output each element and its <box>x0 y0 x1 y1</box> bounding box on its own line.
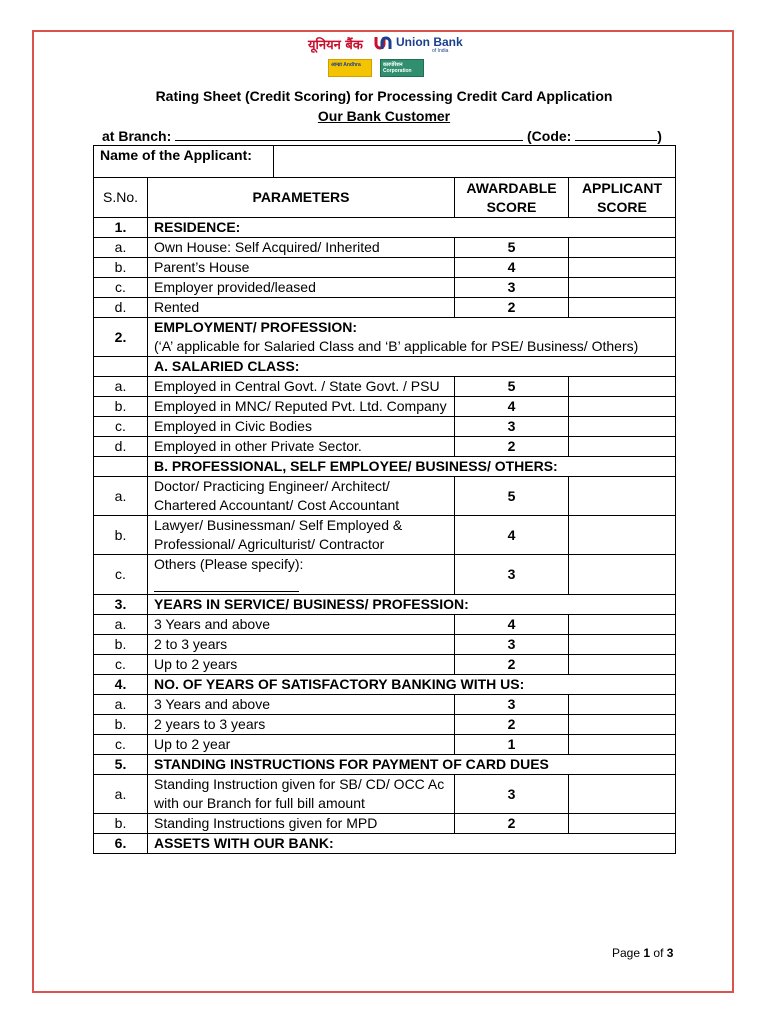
row-parameter <box>148 397 455 417</box>
row-sno: a. <box>94 477 148 516</box>
row-parameter <box>148 615 455 635</box>
table-row <box>94 516 676 555</box>
applicant-score-field[interactable] <box>569 397 676 417</box>
awardable-score: 2 <box>455 655 569 675</box>
row-parameter <box>148 258 455 278</box>
code-blank[interactable] <box>575 128 657 141</box>
applicant-score-field[interactable] <box>569 615 676 635</box>
row-parameter-text: Employer provided/leased <box>154 279 316 295</box>
row-sno: a. <box>94 238 148 258</box>
row-sno: 6. <box>94 834 148 854</box>
row-parameter <box>148 775 455 814</box>
row-parameter-text: Own House: Self Acquired/ Inherited <box>154 239 380 255</box>
row-parameter-heading: EMPLOYMENT/ PROFESSION: <box>154 319 358 335</box>
applicant-score-field[interactable] <box>569 477 676 516</box>
row-parameter-text: Parent’s House <box>154 259 250 275</box>
awardable-score: 4 <box>455 397 569 417</box>
row-parameter <box>148 695 455 715</box>
awardable-score: 2 <box>455 715 569 735</box>
row-sno: c. <box>94 555 148 595</box>
footer-page-number: 1 <box>643 946 651 960</box>
row-parameter-note: (‘A’ applicable for Salaried Class and ‘B’ applicable for PSE/ Business/ Others) <box>154 338 639 354</box>
row-sno: c. <box>94 735 148 755</box>
logo-of-india: of India <box>432 48 449 54</box>
awardable-score: 3 <box>455 417 569 437</box>
branch-label: at Branch: <box>102 128 172 144</box>
awardable-score: 2 <box>455 437 569 457</box>
row-parameter: NO. OF YEARS OF SATISFACTORY BANKING WITH US: <box>148 675 676 695</box>
row-sno: 1. <box>94 218 148 238</box>
row-parameter-text: Standing Instructions given for MPD <box>154 815 378 831</box>
applicant-score-field[interactable] <box>569 278 676 298</box>
section-row <box>94 834 676 854</box>
applicant-score-field[interactable] <box>569 238 676 258</box>
applicant-score-field[interactable] <box>569 417 676 437</box>
table-row <box>94 258 676 278</box>
row-sno: a. <box>94 695 148 715</box>
applicant-score-field[interactable] <box>569 775 676 814</box>
row-sno <box>94 457 148 477</box>
row-sno: c. <box>94 655 148 675</box>
row-parameter <box>148 278 455 298</box>
row-sno: a. <box>94 615 148 635</box>
applicant-score-field[interactable] <box>569 437 676 457</box>
row-parameter <box>148 516 455 555</box>
row-sno: 3. <box>94 595 148 615</box>
section-row <box>94 218 676 238</box>
bank-logo <box>300 32 466 80</box>
row-parameter: RESIDENCE: <box>148 218 676 238</box>
table-row <box>94 477 676 516</box>
page-subtitle: Our Bank Customer <box>317 108 451 124</box>
row-parameter <box>148 735 455 755</box>
table-row <box>94 238 676 258</box>
awardable-score: 3 <box>455 695 569 715</box>
section-row <box>94 595 676 615</box>
applicant-name-field[interactable] <box>274 146 675 177</box>
row-sno <box>94 357 148 377</box>
table-row <box>94 555 676 595</box>
row-sno: a. <box>94 775 148 814</box>
row-parameter <box>148 655 455 675</box>
row-parameter-text: 3 Years and above <box>154 616 270 632</box>
applicant-score-field[interactable] <box>569 695 676 715</box>
table-row <box>94 695 676 715</box>
row-parameter: B. PROFESSIONAL, SELF EMPLOYEE/ BUSINESS/ OTHERS: <box>148 457 676 477</box>
row-sno: d. <box>94 437 148 457</box>
header-parameters: PARAMETERS <box>148 178 455 218</box>
row-parameter-text: 2 years to 3 years <box>154 716 266 732</box>
row-parameter <box>148 635 455 655</box>
row-sno: 4. <box>94 675 148 695</box>
awardable-score: 2 <box>455 814 569 834</box>
table-row <box>94 397 676 417</box>
row-parameter-text: Employed in MNC/ Reputed Pvt. Ltd. Company <box>154 398 447 414</box>
awardable-score: 3 <box>455 555 569 595</box>
row-sno: b. <box>94 715 148 735</box>
awardable-score: 5 <box>455 377 569 397</box>
awardable-score: 5 <box>455 477 569 516</box>
row-parameter: YEARS IN SERVICE/ BUSINESS/ PROFESSION: <box>148 595 676 615</box>
row-sno: 2. <box>94 318 148 357</box>
footer-page-label: Page <box>612 946 641 960</box>
awardable-score: 3 <box>455 775 569 814</box>
table-row <box>94 298 676 318</box>
row-parameter <box>148 298 455 318</box>
section-row <box>94 318 676 357</box>
row-parameter-text: Others (Please specify): <box>154 556 304 572</box>
row-parameter: ASSETS WITH OUR BANK: <box>148 834 676 854</box>
table-row <box>94 814 676 834</box>
union-bank-logo-icon <box>374 35 392 51</box>
branch-line <box>102 128 662 144</box>
row-sno: b. <box>94 814 148 834</box>
applicant-score-field[interactable] <box>569 555 676 595</box>
footer-page-total: 3 <box>666 946 674 960</box>
row-parameter-text: 3 Years and above <box>154 696 270 712</box>
row-sno: b. <box>94 397 148 417</box>
table-row <box>94 377 676 397</box>
page-footer <box>612 946 673 960</box>
header-sno: S.No. <box>94 178 148 218</box>
row-parameter-text: Standing Instruction given for SB/ CD/ OCC Ac with our Branch for full bill amount <box>154 776 445 811</box>
row-sno: b. <box>94 635 148 655</box>
table-row <box>94 775 676 814</box>
code-close: ) <box>657 128 662 144</box>
section-row <box>94 457 676 477</box>
table-row <box>94 635 676 655</box>
branch-blank[interactable] <box>175 128 523 141</box>
row-parameter <box>148 715 455 735</box>
row-parameter-text: 2 to 3 years <box>154 636 228 652</box>
row-sno: 5. <box>94 755 148 775</box>
awardable-score: 4 <box>455 516 569 555</box>
row-parameter: STANDING INSTRUCTIONS FOR PAYMENT OF CARD DUES <box>148 755 676 775</box>
applicant-score-field[interactable] <box>569 735 676 755</box>
footer-of: of <box>653 946 664 960</box>
andhra-badge: आन्ध्रा Andhra <box>328 59 372 77</box>
corporation-badge: कारपोरेशन Corporation <box>380 59 424 77</box>
row-sno: d. <box>94 298 148 318</box>
applicant-score-field[interactable] <box>569 635 676 655</box>
row-parameter <box>148 477 455 516</box>
awardable-score: 2 <box>455 298 569 318</box>
awardable-score: 5 <box>455 238 569 258</box>
applicant-score-field[interactable] <box>569 377 676 397</box>
awardable-score: 4 <box>455 615 569 635</box>
row-parameter <box>148 318 676 357</box>
row-parameter-text: Employed in other Private Sector. <box>154 438 362 454</box>
header-row <box>94 178 676 218</box>
applicant-score-field[interactable] <box>569 516 676 555</box>
row-parameter-text: Lawyer/ Businessman/ Self Employed & Professional/ Agriculturist/ Contractor <box>154 517 403 552</box>
applicant-name-label: Name of the Applicant: <box>94 146 274 177</box>
specify-blank[interactable] <box>154 574 299 592</box>
row-parameter-text: Up to 2 year <box>154 736 231 752</box>
awardable-score: 3 <box>455 635 569 655</box>
row-parameter-text: Rented <box>154 299 200 315</box>
row-parameter-text: Employed in Civic Bodies <box>154 418 312 434</box>
row-sno: b. <box>94 516 148 555</box>
applicant-score-field[interactable] <box>569 715 676 735</box>
row-parameter <box>148 377 455 397</box>
row-sno: c. <box>94 278 148 298</box>
table-row <box>94 655 676 675</box>
section-row <box>94 675 676 695</box>
section-row <box>94 755 676 775</box>
row-parameter <box>148 417 455 437</box>
row-parameter <box>148 555 455 595</box>
applicant-score-field[interactable] <box>569 298 676 318</box>
row-sno: b. <box>94 258 148 278</box>
page-title: Rating Sheet (Credit Scoring) for Processing Credit Card Application <box>155 88 613 104</box>
table-row <box>94 417 676 437</box>
table-row <box>94 735 676 755</box>
applicant-score-field[interactable] <box>569 814 676 834</box>
table-row <box>94 437 676 457</box>
logo-hindi-text: यूनियन बैंक <box>308 38 363 53</box>
applicant-score-field[interactable] <box>569 258 676 278</box>
awardable-score: 4 <box>455 258 569 278</box>
section-row <box>94 357 676 377</box>
applicant-score-field[interactable] <box>569 655 676 675</box>
logo-english-text: Union Bank <box>396 35 463 49</box>
row-parameter-text: Up to 2 years <box>154 656 238 672</box>
awardable-score: 1 <box>455 735 569 755</box>
row-parameter <box>148 814 455 834</box>
row-sno: a. <box>94 377 148 397</box>
table-row <box>94 615 676 635</box>
header-awardable-score: AWARDABLE SCORE <box>455 178 569 218</box>
applicant-row <box>94 146 676 178</box>
code-label: (Code: <box>527 128 572 144</box>
header-applicant-score: APPLICANT SCORE <box>569 178 676 218</box>
row-sno: c. <box>94 417 148 437</box>
row-parameter <box>148 437 455 457</box>
awardable-score: 3 <box>455 278 569 298</box>
row-parameter: A. SALARIED CLASS: <box>148 357 676 377</box>
table-row <box>94 715 676 735</box>
row-parameter-text: Doctor/ Practicing Engineer/ Architect/ Chartered Accountant/ Cost Accountant <box>154 478 400 513</box>
rating-table <box>93 145 676 854</box>
table-row <box>94 278 676 298</box>
row-parameter <box>148 238 455 258</box>
row-parameter-text: Employed in Central Govt. / State Govt. / PSU <box>154 378 440 394</box>
